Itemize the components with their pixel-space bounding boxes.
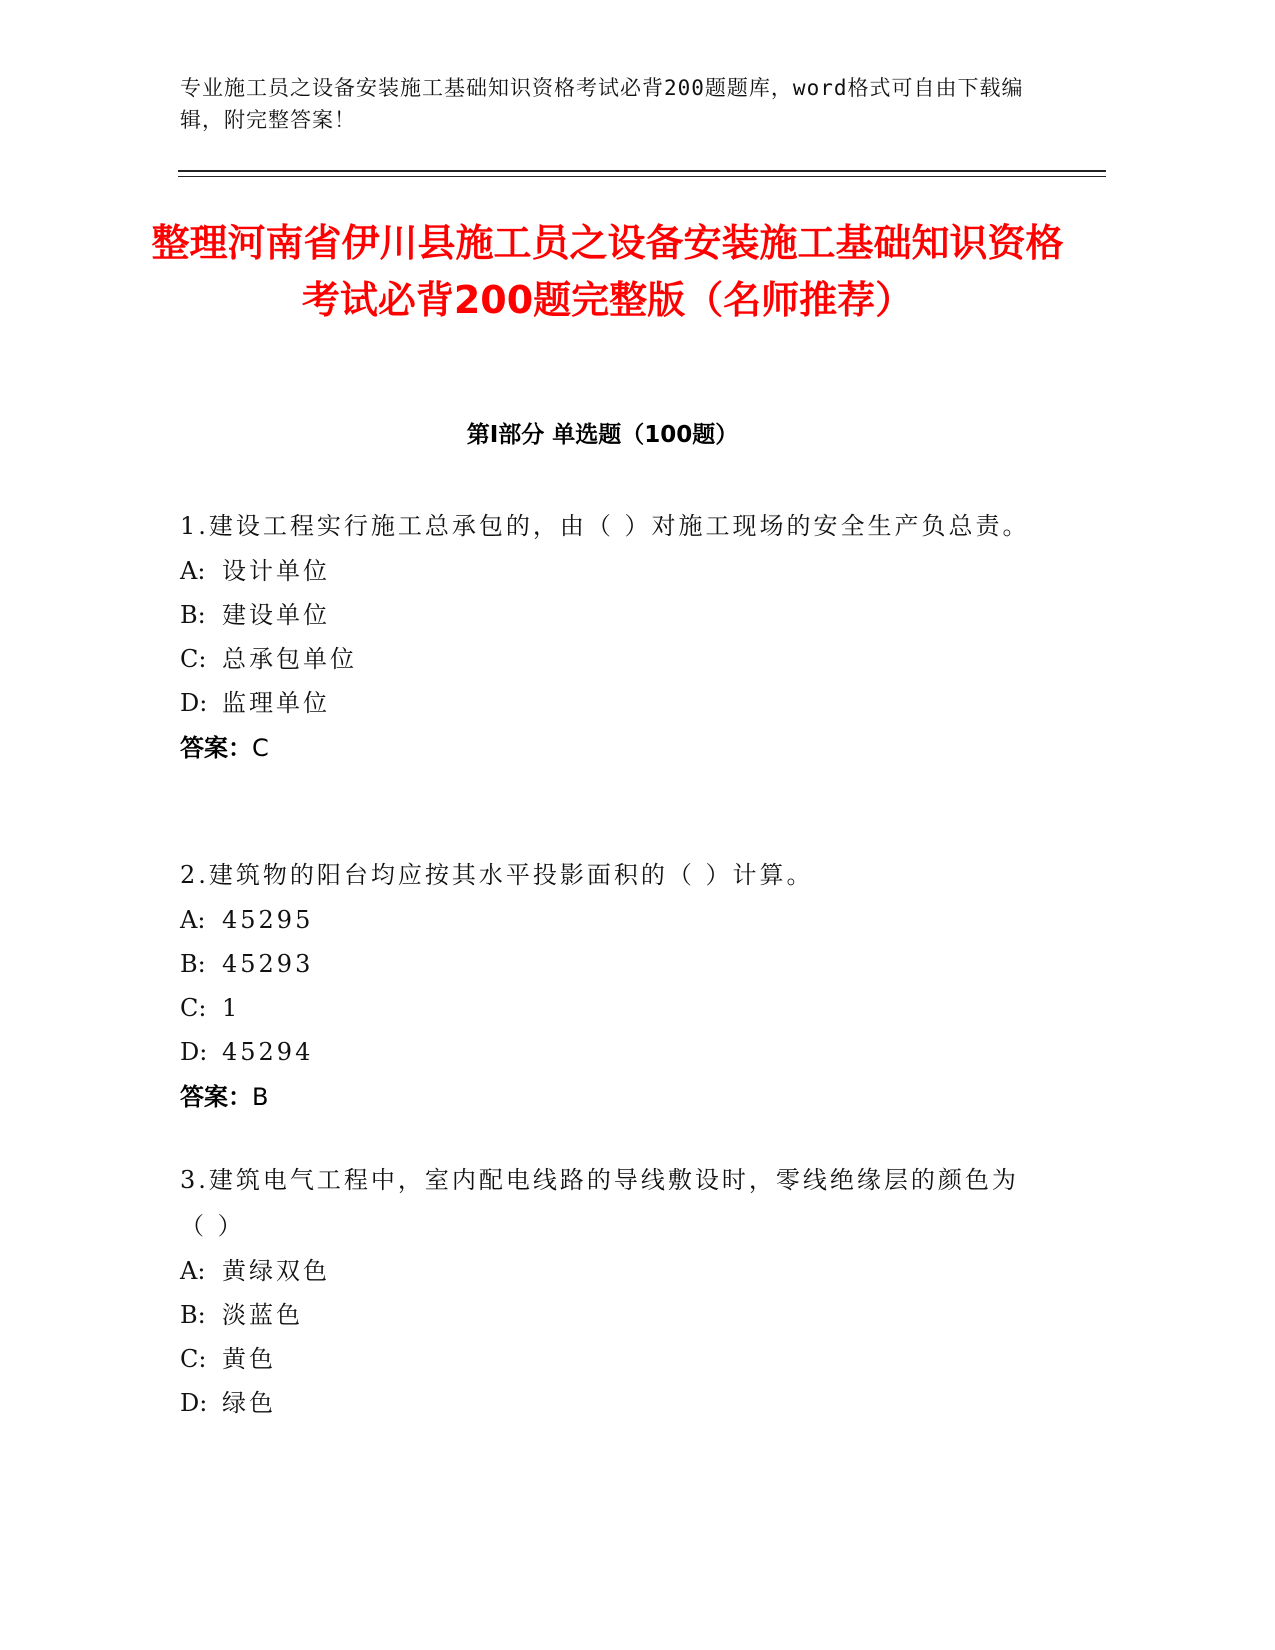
option-a	[180, 898, 1040, 942]
option-c	[180, 1337, 1040, 1381]
section-title: 第I部分 单选题（100题）	[466, 422, 739, 448]
option-text: 45293	[222, 950, 314, 978]
question-3	[180, 1157, 1040, 1425]
option-text: 淡蓝色	[222, 1301, 303, 1329]
option-text: 黄绿双色	[222, 1257, 330, 1285]
option-text: 黄色	[222, 1345, 276, 1373]
option-text: 设计单位	[222, 557, 330, 585]
option-a	[180, 549, 1040, 593]
option-label: D:	[180, 689, 208, 717]
option-d	[180, 1030, 1040, 1074]
option-label: A:	[180, 1257, 206, 1285]
option-b	[180, 942, 1040, 986]
option-text: 总承包单位	[222, 645, 357, 673]
question-2	[180, 852, 1040, 1120]
option-label: B:	[180, 601, 206, 629]
answer-label: 答案：	[180, 734, 252, 762]
option-label: D:	[180, 1389, 208, 1417]
answer-label: 答案：	[180, 1083, 252, 1111]
document-title: 整理河南省伊川县施工员之设备安装施工基础知识资格考试必背200题完整版（名师推荐）	[151, 221, 1064, 322]
question-1	[180, 503, 1040, 771]
option-d	[180, 1381, 1040, 1425]
option-b	[180, 593, 1040, 637]
option-label: C:	[180, 645, 207, 673]
option-label: B:	[180, 1301, 206, 1329]
question-stem: 2.建筑物的阳台均应按其水平投影面积的（ ）计算。	[180, 861, 814, 889]
header-divider-thick	[178, 170, 1106, 172]
answer-value: C	[252, 734, 269, 762]
option-b	[180, 1293, 1040, 1337]
option-label: A:	[180, 906, 206, 934]
option-label: A:	[180, 557, 206, 585]
intro-text: 专业施工员之设备安装施工基础知识资格考试必背200题题库，word格式可自由下载编辑，附完整答案！	[180, 76, 1024, 132]
option-text: 45295	[222, 906, 314, 934]
answer-value: B	[252, 1083, 269, 1111]
option-label: B:	[180, 950, 206, 978]
header-divider-thin	[178, 176, 1106, 177]
option-text: 1	[222, 994, 241, 1022]
option-text: 监理单位	[222, 689, 330, 717]
option-label: C:	[180, 1345, 207, 1373]
answer-line	[180, 1074, 1040, 1120]
option-text: 建设单位	[222, 601, 330, 629]
option-a	[180, 1249, 1040, 1293]
question-stem: 1.建设工程实行施工总承包的，由（ ）对施工现场的安全生产负总责。	[180, 512, 1030, 540]
option-label: D:	[180, 1038, 208, 1066]
option-c	[180, 637, 1040, 681]
option-text: 45294	[222, 1038, 314, 1066]
option-label: C:	[180, 994, 207, 1022]
answer-line	[180, 725, 1040, 771]
option-d	[180, 681, 1040, 725]
option-text: 绿色	[222, 1389, 276, 1417]
question-stem: 3.建筑电气工程中，室内配电线路的导线敷设时，零线绝缘层的颜色为（ ）	[180, 1166, 1019, 1240]
option-c	[180, 986, 1040, 1030]
